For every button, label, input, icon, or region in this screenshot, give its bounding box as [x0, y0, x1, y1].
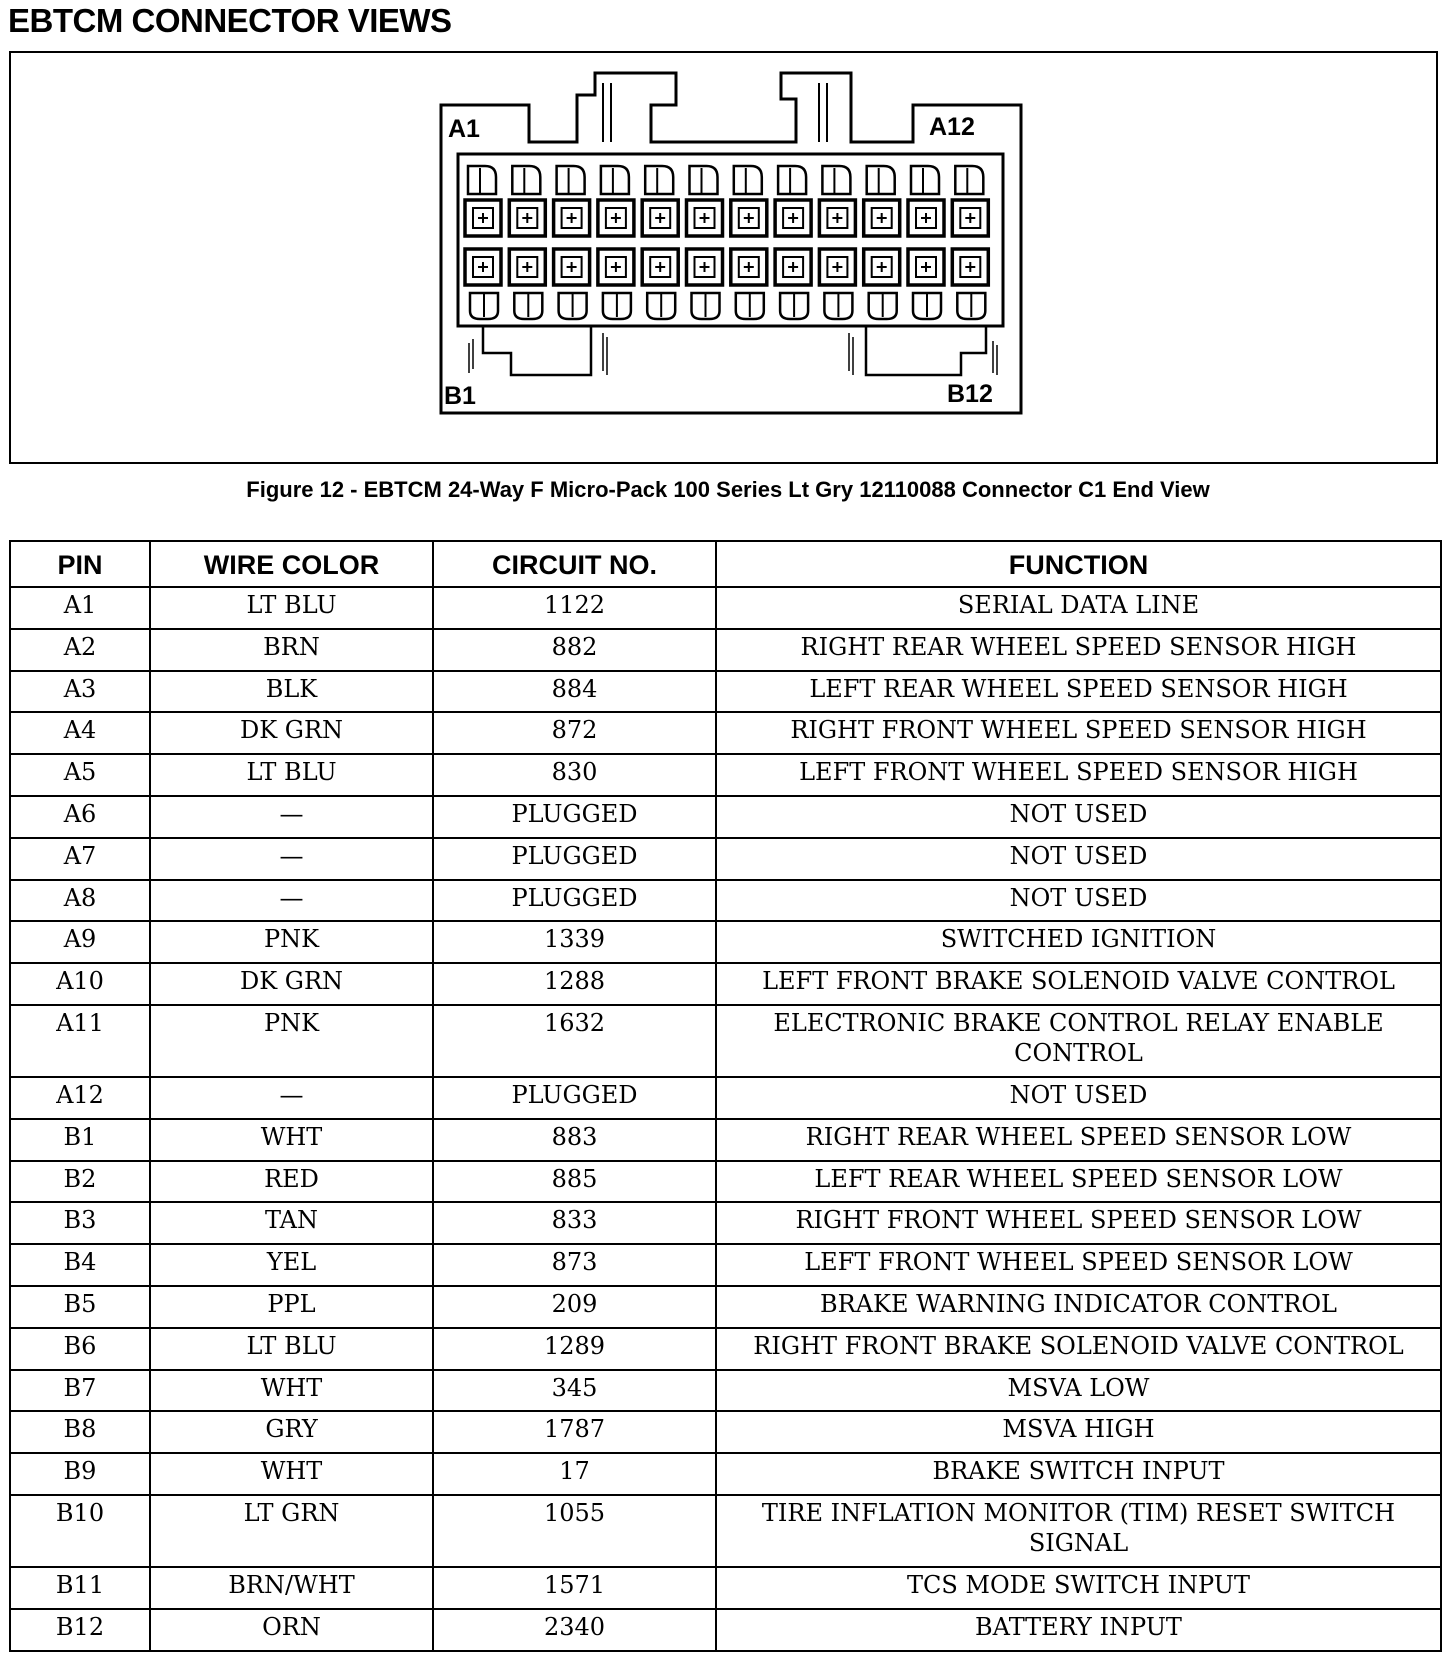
table-row [10, 1609, 1441, 1651]
table-row [10, 1161, 1441, 1203]
table-row [10, 1244, 1441, 1286]
cavity-a [952, 200, 988, 236]
cell-function: SERIAL DATA LINE [716, 587, 1441, 629]
cell-pin: A1 [10, 587, 150, 629]
cell-function: TIRE INFLATION MONITOR (TIM) RESET SWITCH SIGNAL [716, 1495, 1441, 1567]
cell-wire-color: LT BLU [150, 1328, 433, 1370]
cell-function: MSVA HIGH [716, 1411, 1441, 1453]
label-a12: A12 [929, 113, 975, 141]
cell-function: RIGHT REAR WHEEL SPEED SENSOR HIGH [716, 629, 1441, 671]
cell-pin: B8 [10, 1411, 150, 1453]
cavity-a [554, 200, 590, 236]
cell-circuit-no: 345 [433, 1370, 716, 1412]
cavity-b [864, 249, 900, 285]
cavity-tab [911, 166, 939, 194]
cell-pin: B12 [10, 1609, 150, 1651]
cavity-b [731, 249, 767, 285]
cell-wire-color: WHT [150, 1119, 433, 1161]
table-row [10, 587, 1441, 629]
cell-wire-color: BRN [150, 629, 433, 671]
cavity-b [554, 249, 590, 285]
cell-pin: B5 [10, 1286, 150, 1328]
cell-wire-color: LT BLU [150, 587, 433, 629]
cavity-a [509, 200, 545, 236]
cell-function: LEFT FRONT WHEEL SPEED SENSOR HIGH [716, 754, 1441, 796]
cell-pin: B4 [10, 1244, 150, 1286]
header-pin: PIN [10, 541, 150, 587]
cavity-a [819, 200, 855, 236]
header-function: FUNCTION [716, 541, 1441, 587]
table-row [10, 880, 1441, 922]
cavity-tab [557, 166, 585, 194]
cell-function: RIGHT FRONT WHEEL SPEED SENSOR HIGH [716, 712, 1441, 754]
cavity-a [775, 200, 811, 236]
cell-pin: A5 [10, 754, 150, 796]
cell-wire-color: TAN [150, 1202, 433, 1244]
cell-circuit-no: 2340 [433, 1609, 716, 1651]
cell-wire-color: DK GRN [150, 963, 433, 1005]
cell-wire-color: WHT [150, 1453, 433, 1495]
cavity-tab [734, 166, 762, 194]
cell-function: NOT USED [716, 1077, 1441, 1119]
cavity-tab [867, 166, 895, 194]
cell-pin: B9 [10, 1453, 150, 1495]
table-row [10, 1370, 1441, 1412]
cell-pin: B1 [10, 1119, 150, 1161]
cell-pin: A8 [10, 880, 150, 922]
cavity-tab [955, 166, 983, 194]
cavity-a [687, 200, 723, 236]
cell-wire-color: — [150, 880, 433, 922]
cell-circuit-no: 883 [433, 1119, 716, 1161]
cell-circuit-no: 885 [433, 1161, 716, 1203]
cavity-tab [645, 166, 673, 194]
table-header-row [10, 541, 1441, 587]
header-circuit-no: CIRCUIT NO. [433, 541, 716, 587]
cell-function: ELECTRONIC BRAKE CONTROL RELAY ENABLE CONTROL [716, 1005, 1441, 1077]
cavity-b [952, 249, 988, 285]
table-row [10, 1328, 1441, 1370]
cavity-b [687, 249, 723, 285]
cell-function: LEFT REAR WHEEL SPEED SENSOR LOW [716, 1161, 1441, 1203]
cavity-a [908, 200, 944, 236]
cavity-b [642, 249, 678, 285]
cavity-a [731, 200, 767, 236]
cell-circuit-no: 1632 [433, 1005, 716, 1077]
cavity-a [642, 200, 678, 236]
pin-table [9, 540, 1442, 1652]
table-row [10, 838, 1441, 880]
table-row [10, 1005, 1441, 1077]
table-row [10, 1453, 1441, 1495]
cell-circuit-no: PLUGGED [433, 880, 716, 922]
cavity-tab [822, 166, 850, 194]
cell-circuit-no: 833 [433, 1202, 716, 1244]
cavity-a [598, 200, 634, 236]
table-row [10, 1567, 1441, 1609]
table-row [10, 1495, 1441, 1567]
table-row [10, 796, 1441, 838]
cell-wire-color: LT BLU [150, 754, 433, 796]
table-row [10, 1286, 1441, 1328]
cell-pin: A10 [10, 963, 150, 1005]
figure-caption: Figure 12 - EBTCM 24-Way F Micro-Pack 100 Series Lt Gry 12110088 Connector C1 End View [246, 477, 1210, 502]
cell-pin: B11 [10, 1567, 150, 1609]
cell-pin: B6 [10, 1328, 150, 1370]
cell-wire-color: ORN [150, 1609, 433, 1651]
cell-function: NOT USED [716, 796, 1441, 838]
cell-pin: A7 [10, 838, 150, 880]
cell-pin: A4 [10, 712, 150, 754]
cavity-b [598, 249, 634, 285]
cell-function: MSVA LOW [716, 1370, 1441, 1412]
cell-function: RIGHT FRONT WHEEL SPEED SENSOR LOW [716, 1202, 1441, 1244]
cell-circuit-no: 873 [433, 1244, 716, 1286]
cell-pin: B2 [10, 1161, 150, 1203]
cell-circuit-no: PLUGGED [433, 838, 716, 880]
cell-wire-color: PNK [150, 921, 433, 963]
cell-circuit-no: 17 [433, 1453, 716, 1495]
cell-wire-color: — [150, 1077, 433, 1119]
cell-wire-color: GRY [150, 1411, 433, 1453]
cell-function: LEFT FRONT WHEEL SPEED SENSOR LOW [716, 1244, 1441, 1286]
cell-pin: A9 [10, 921, 150, 963]
cell-function: NOT USED [716, 838, 1441, 880]
cell-circuit-no: 1571 [433, 1567, 716, 1609]
cavity-tab [778, 166, 806, 194]
table-row [10, 963, 1441, 1005]
cell-circuit-no: 1288 [433, 963, 716, 1005]
cavity-tab [601, 166, 629, 194]
cell-function: RIGHT REAR WHEEL SPEED SENSOR LOW [716, 1119, 1441, 1161]
cell-wire-color: PPL [150, 1286, 433, 1328]
cell-function: NOT USED [716, 880, 1441, 922]
cell-function: RIGHT FRONT BRAKE SOLENOID VALVE CONTROL [716, 1328, 1441, 1370]
cell-circuit-no: PLUGGED [433, 796, 716, 838]
cell-wire-color: RED [150, 1161, 433, 1203]
table-row [10, 712, 1441, 754]
table-row [10, 629, 1441, 671]
cell-circuit-no: 1122 [433, 587, 716, 629]
table-row [10, 1119, 1441, 1161]
cavity-tab [468, 166, 496, 194]
cell-circuit-no: PLUGGED [433, 1077, 716, 1119]
label-b12: B12 [947, 380, 993, 408]
cavity-b [908, 249, 944, 285]
header-wire-color: WIRE COLOR [150, 541, 433, 587]
page-title: EBTCM CONNECTOR VIEWS [8, 2, 452, 39]
table-row [10, 921, 1441, 963]
cell-circuit-no: 882 [433, 629, 716, 671]
connector-figure [9, 51, 1438, 464]
cell-circuit-no: 209 [433, 1286, 716, 1328]
cavity-a [864, 200, 900, 236]
cell-circuit-no: 1289 [433, 1328, 716, 1370]
cell-pin: A11 [10, 1005, 150, 1077]
cell-wire-color: DK GRN [150, 712, 433, 754]
cavity-b [509, 249, 545, 285]
cell-wire-color: BRN/WHT [150, 1567, 433, 1609]
cavity-a [465, 200, 501, 236]
cell-pin: A6 [10, 796, 150, 838]
cell-function: SWITCHED IGNITION [716, 921, 1441, 963]
cell-function: LEFT REAR WHEEL SPEED SENSOR HIGH [716, 671, 1441, 713]
cell-wire-color: YEL [150, 1244, 433, 1286]
cell-pin: A12 [10, 1077, 150, 1119]
table-row [10, 671, 1441, 713]
cell-pin: A2 [10, 629, 150, 671]
cell-pin: B3 [10, 1202, 150, 1244]
cell-wire-color: — [150, 796, 433, 838]
table-row [10, 1411, 1441, 1453]
cell-pin: A3 [10, 671, 150, 713]
connector-drawing [11, 53, 1436, 462]
cell-function: LEFT FRONT BRAKE SOLENOID VALVE CONTROL [716, 963, 1441, 1005]
cell-wire-color: WHT [150, 1370, 433, 1412]
cavity-b [819, 249, 855, 285]
cavity-tab [690, 166, 718, 194]
cell-function: TCS MODE SWITCH INPUT [716, 1567, 1441, 1609]
cell-wire-color: LT GRN [150, 1495, 433, 1567]
label-a1: A1 [448, 115, 480, 143]
cell-wire-color: PNK [150, 1005, 433, 1077]
cell-wire-color: — [150, 838, 433, 880]
cell-function: BRAKE SWITCH INPUT [716, 1453, 1441, 1495]
cell-circuit-no: 1055 [433, 1495, 716, 1567]
table-row [10, 1077, 1441, 1119]
cell-circuit-no: 872 [433, 712, 716, 754]
label-b1: B1 [444, 382, 476, 410]
cell-pin: B7 [10, 1370, 150, 1412]
cavity-b [775, 249, 811, 285]
cell-function: BATTERY INPUT [716, 1609, 1441, 1651]
cell-function: BRAKE WARNING INDICATOR CONTROL [716, 1286, 1441, 1328]
cavity-b [465, 249, 501, 285]
cell-circuit-no: 1339 [433, 921, 716, 963]
cell-circuit-no: 884 [433, 671, 716, 713]
cell-circuit-no: 1787 [433, 1411, 716, 1453]
table-row [10, 754, 1441, 796]
cell-wire-color: BLK [150, 671, 433, 713]
cell-pin: B10 [10, 1495, 150, 1567]
table-row [10, 1202, 1441, 1244]
cell-circuit-no: 830 [433, 754, 716, 796]
cavity-tab [512, 166, 540, 194]
